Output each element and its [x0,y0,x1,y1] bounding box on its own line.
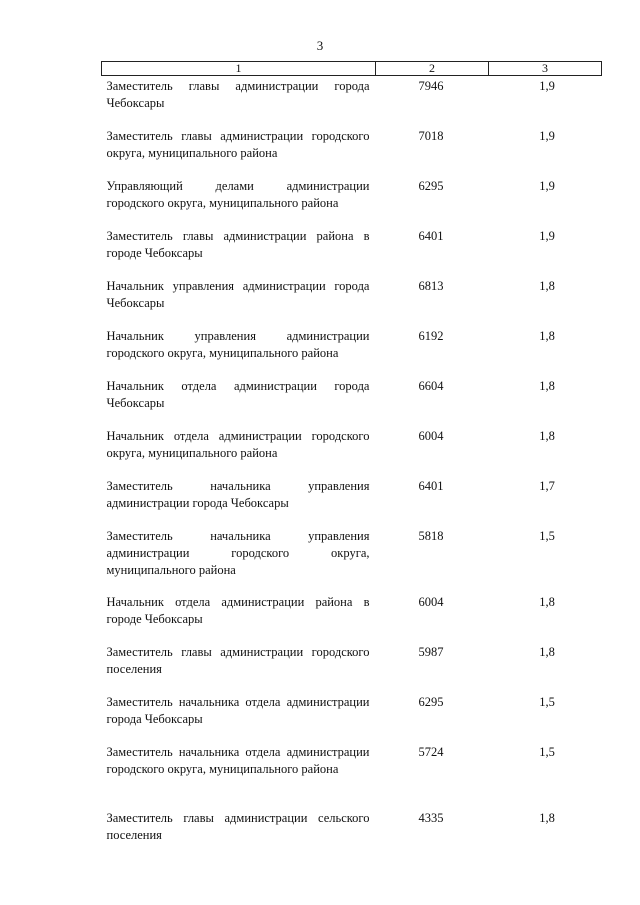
position-cell: Начальник отдела администрации городского округа, муниципального района [106,429,370,460]
position-cell: Заместитель начальника управления администрации городского округа, муниципального района [106,529,370,577]
table-row [102,592,602,642]
position-cell: Начальник управления администрации города Чебоксары [106,279,370,310]
table-row [102,808,602,850]
header-row [102,62,602,76]
page-number: 3 [316,38,324,53]
salary-cell: 6004 [418,595,444,609]
coefficient-cell: 1,8 [539,279,555,293]
coefficient-cell: 1,8 [539,379,555,393]
salary-cell: 4335 [418,811,444,825]
position-cell: Заместитель начальника управления администрации города Чебоксары [106,479,370,510]
coefficient-cell: 1,8 [539,595,555,609]
position-cell: Начальник отдела администрации города Чебоксары [106,379,370,410]
salary-cell: 6004 [418,429,444,443]
position-cell: Заместитель главы администрации города Чебоксары [106,79,370,110]
position-cell: Заместитель начальника отдела администрации города Чебоксары [106,695,370,726]
table-row [102,76,602,127]
table-row [102,126,602,176]
position-cell: Заместитель главы администрации района в городе Чебоксары [106,229,370,260]
table-row [102,276,602,326]
coefficient-cell: 1,5 [539,529,555,543]
coefficient-cell: 1,8 [539,429,555,443]
table-row [102,176,602,226]
salary-cell: 6295 [418,179,444,193]
coefficient-cell: 1,8 [539,645,555,659]
coefficient-cell: 1,8 [539,329,555,343]
table-row [102,376,602,426]
position-cell: Начальник управления администрации городского округа, муниципального района [106,329,370,360]
table-row [102,742,602,808]
coefficient-cell: 1,5 [539,745,555,759]
salary-cell: 5987 [418,645,444,659]
position-cell: Заместитель начальника отдела администрации городского округа, муниципального района [106,745,370,776]
coefficient-cell: 1,9 [539,129,555,143]
table-row [102,326,602,376]
position-cell: Управляющий делами администрации городского округа, муниципального района [106,179,370,210]
salary-cell: 6401 [418,229,444,243]
coefficient-cell: 1,9 [539,79,555,93]
table-row [102,226,602,276]
salary-cell: 5818 [418,529,444,543]
salary-table [101,61,602,850]
position-cell: Заместитель главы администрации городского округа, муниципального района [106,129,370,160]
column-header-3: 3 [489,62,602,76]
coefficient-cell: 1,7 [539,479,555,493]
salary-cell: 6604 [418,379,444,393]
salary-cell: 6295 [418,695,444,709]
table-row [102,526,602,592]
salary-cell: 7946 [418,79,444,93]
table-row [102,476,602,526]
salary-cell: 6192 [418,329,444,343]
position-cell: Заместитель главы администрации сельского поселения [106,811,370,842]
salary-cell: 5724 [418,745,444,759]
coefficient-cell: 1,8 [539,811,555,825]
salary-cell: 6401 [418,479,444,493]
table-row [102,426,602,476]
position-cell: Заместитель главы администрации городского поселения [106,645,370,676]
coefficient-cell: 1,9 [539,229,555,243]
salary-cell: 6813 [418,279,444,293]
table-row [102,692,602,742]
column-header-1: 1 [102,62,376,76]
position-cell: Начальник отдела администрации района в городе Чебоксары [106,595,370,626]
salary-cell: 7018 [418,129,444,143]
coefficient-cell: 1,5 [539,695,555,709]
table-row [102,642,602,692]
coefficient-cell: 1,9 [539,179,555,193]
column-header-2: 2 [376,62,489,76]
